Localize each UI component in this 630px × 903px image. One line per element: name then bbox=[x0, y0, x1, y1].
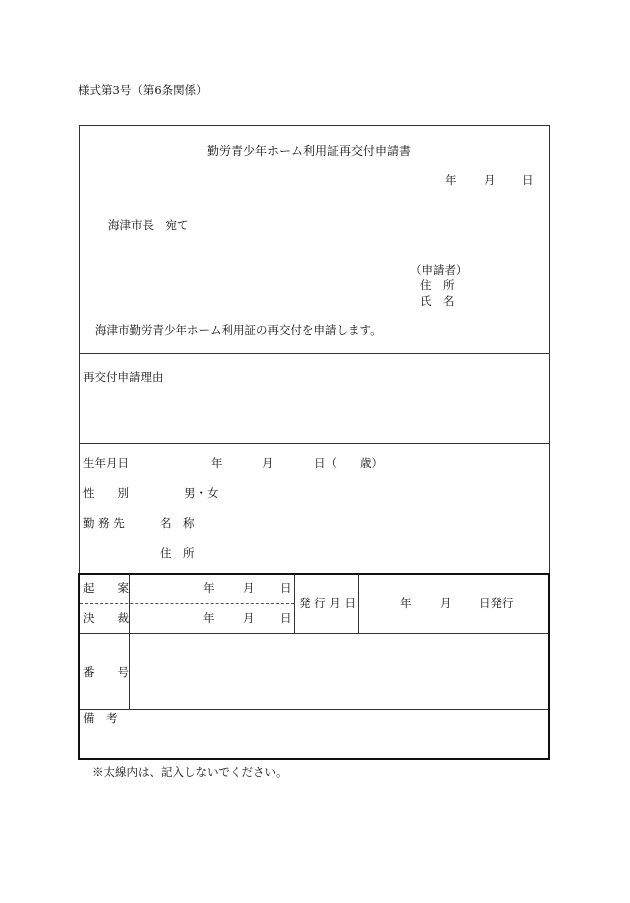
decision-month: 月 bbox=[243, 611, 255, 625]
issue-day: 日発行 bbox=[479, 596, 514, 610]
form-number: 様式第3号（第6条関係） bbox=[78, 83, 208, 97]
footnote: ※太線内は、記入しないでください。 bbox=[92, 765, 288, 779]
birth-month: 月 bbox=[262, 456, 274, 470]
draft-decision-divider bbox=[80, 603, 294, 604]
divider-personal bbox=[79, 443, 550, 444]
gender-options: 男・女 bbox=[184, 486, 219, 500]
addressee: 海津市長 宛て bbox=[108, 218, 189, 232]
office-col-issue-divider bbox=[358, 574, 359, 633]
birthdate-label: 生年月日 bbox=[83, 456, 129, 470]
draft-day: 日 bbox=[280, 581, 292, 595]
workplace-name-label: 名 称 bbox=[160, 516, 195, 530]
date-year: 年 bbox=[445, 173, 457, 187]
divider-remarks bbox=[80, 709, 548, 710]
workplace-label: 勤 務 先 bbox=[83, 516, 125, 530]
decision-day: 日 bbox=[280, 611, 292, 625]
date-day: 日 bbox=[522, 173, 534, 187]
birth-day-age: 日（ 歳） bbox=[314, 456, 383, 470]
remarks-label: 備 考 bbox=[83, 711, 118, 725]
draft-label: 起 案 bbox=[83, 581, 129, 595]
draft-year: 年 bbox=[203, 581, 215, 595]
applicant-label: （申請者） bbox=[410, 263, 468, 277]
request-statement: 海津市勤労青少年ホーム利用証の再交付を申請します。 bbox=[95, 323, 382, 337]
office-col-label-divider bbox=[129, 574, 130, 709]
decision-year: 年 bbox=[203, 611, 215, 625]
office-col-date-divider bbox=[294, 574, 295, 633]
form-title: 勤労青少年ホーム利用証再交付申請書 bbox=[207, 144, 412, 158]
number-label: 番 号 bbox=[83, 665, 129, 679]
birth-year: 年 bbox=[211, 456, 223, 470]
applicant-name-label: 氏 名 bbox=[420, 294, 455, 308]
applicant-address-label: 住 所 bbox=[420, 278, 455, 292]
reason-label: 再交付申請理由 bbox=[83, 370, 164, 384]
issue-year: 年 bbox=[400, 596, 412, 610]
divider-reason bbox=[79, 353, 550, 354]
divider-number bbox=[80, 633, 548, 634]
date-month: 月 bbox=[484, 173, 496, 187]
form-frame bbox=[79, 125, 550, 574]
issue-month: 月 bbox=[440, 596, 452, 610]
gender-label: 性 別 bbox=[83, 486, 129, 500]
issue-date-label: 発 行 月 日 bbox=[299, 596, 356, 610]
draft-month: 月 bbox=[243, 581, 255, 595]
workplace-address-label: 住 所 bbox=[160, 546, 195, 560]
decision-label: 決 裁 bbox=[83, 611, 129, 625]
